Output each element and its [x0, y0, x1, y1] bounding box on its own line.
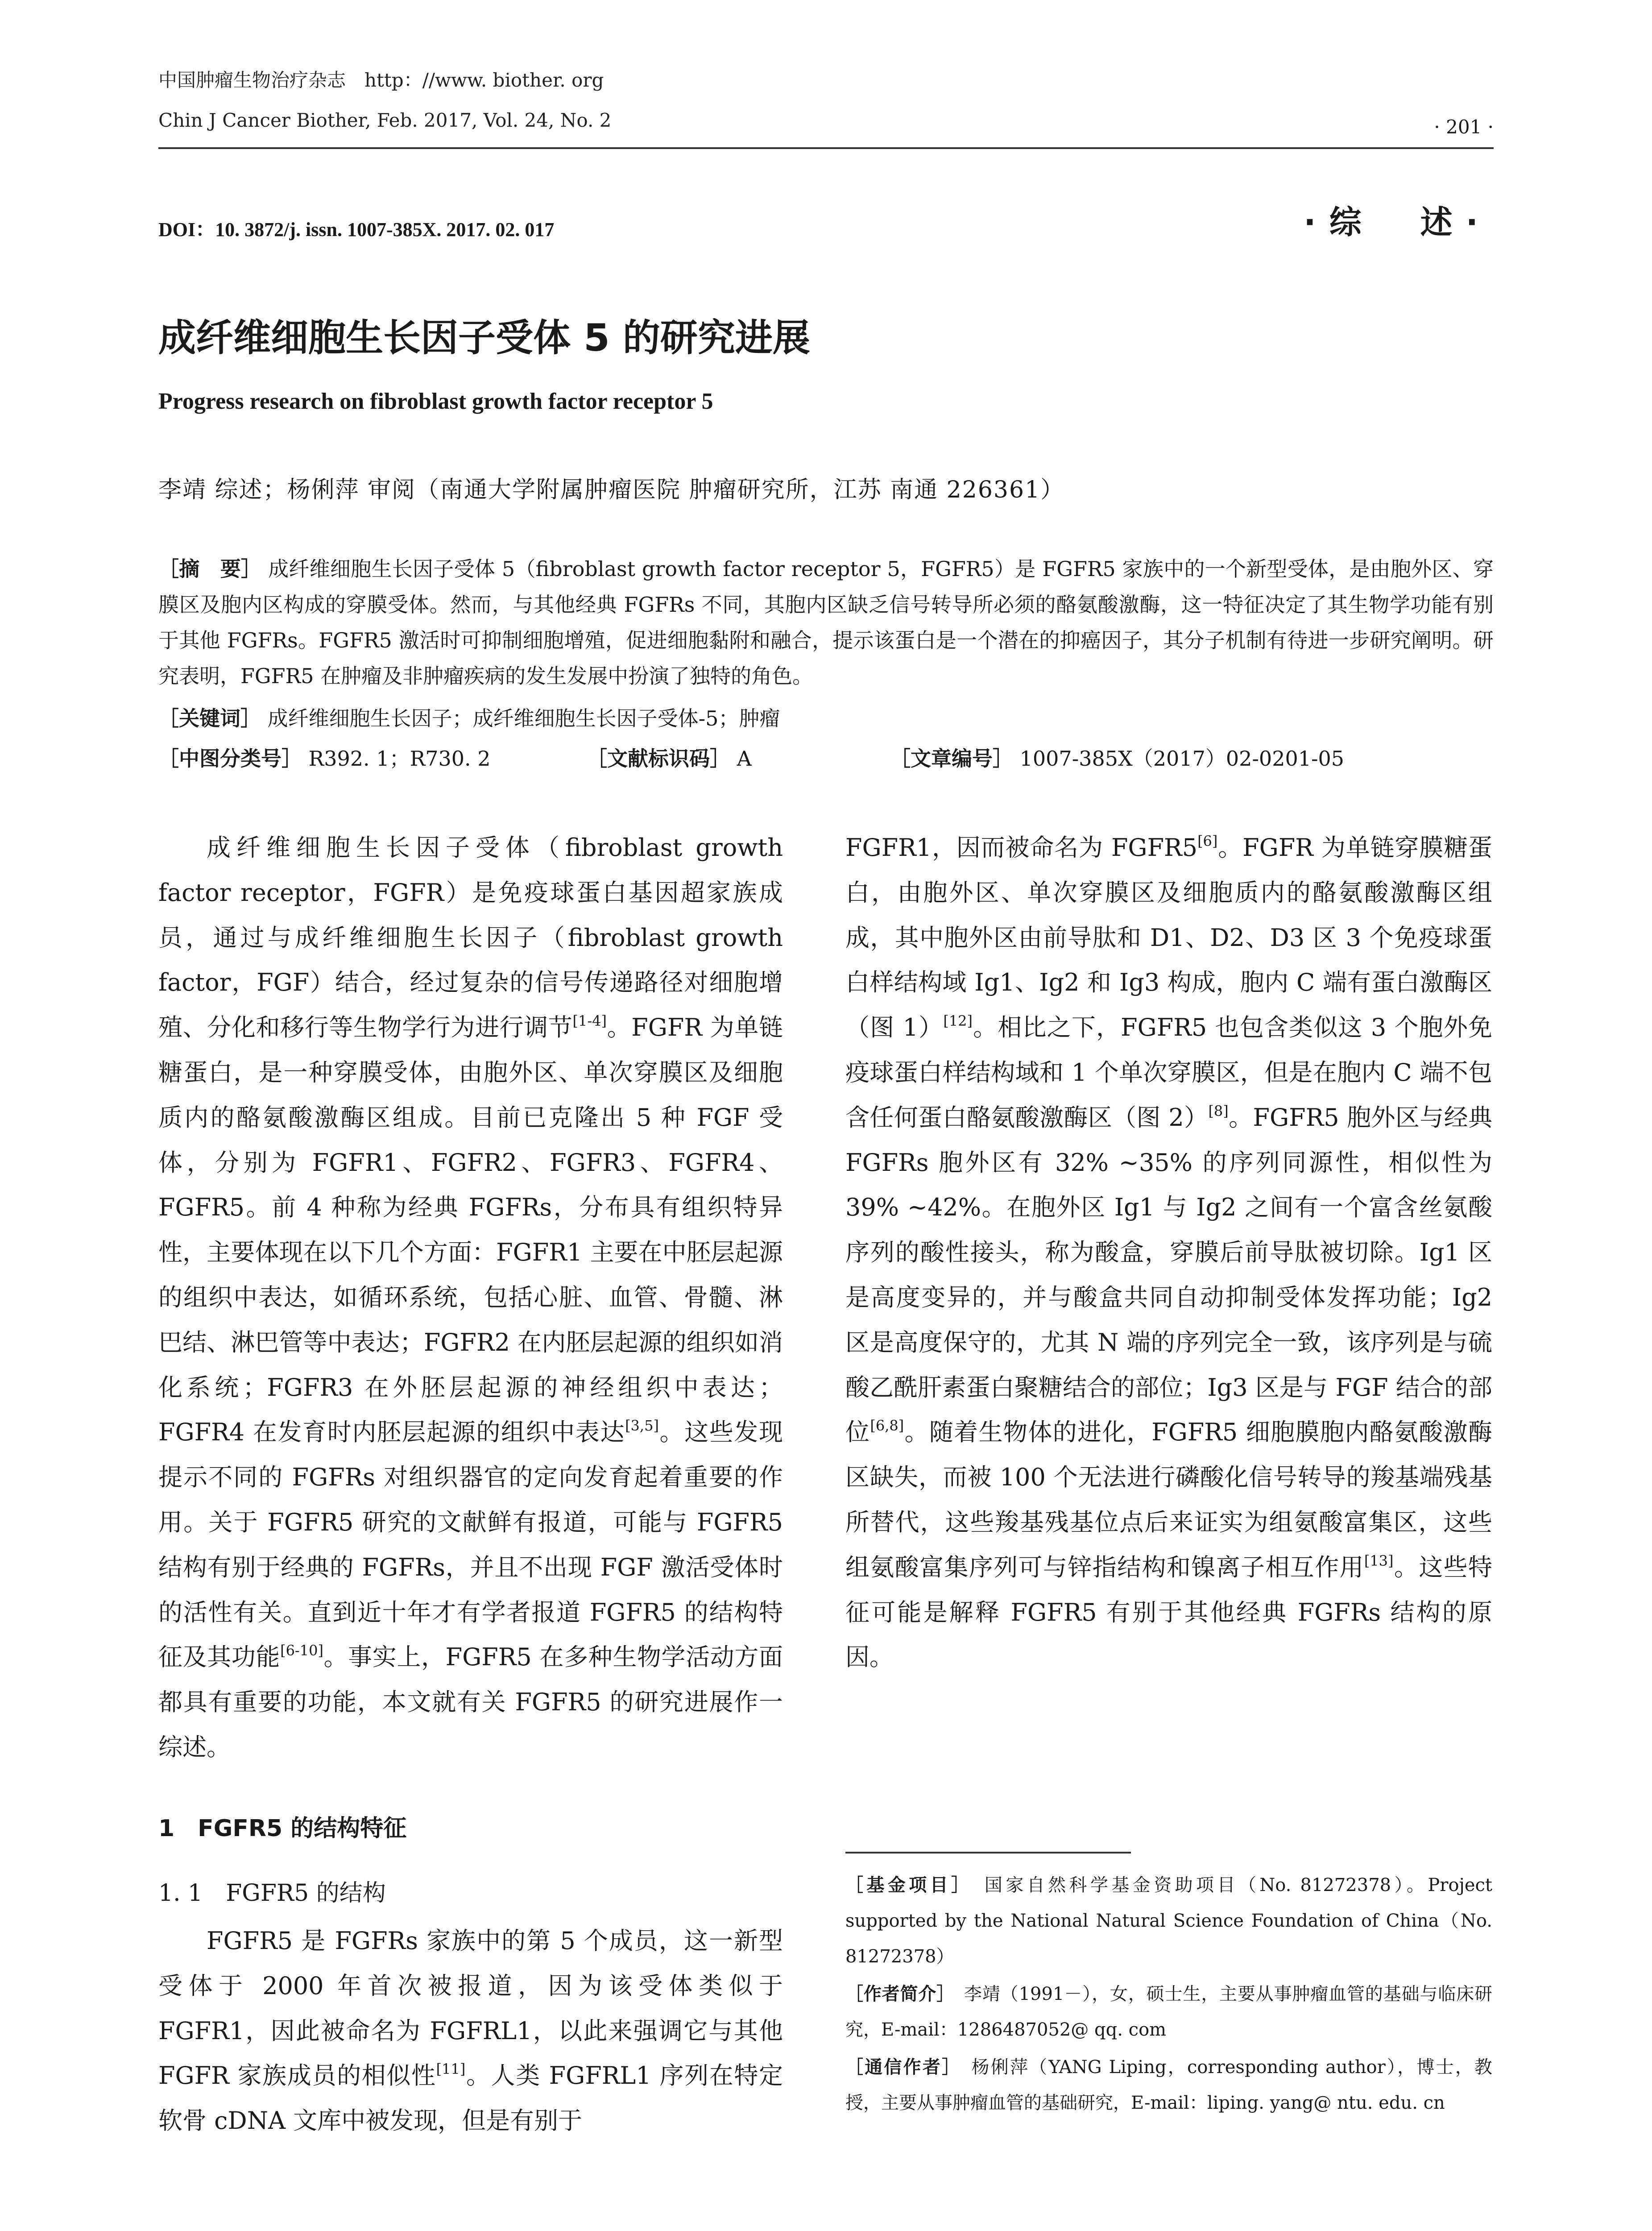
text-span: 。FGFR 为单链糖蛋白，是一种穿膜受体，由胞外区、单次穿膜区及细胞质内的酪氨酸激酶区组成。目前已克隆出 5 种 FGF 受体，分别为 FGFR1、FGFR2、FGFR3、FGFR4、FGFR5。前 4 种称为经典 FGFRs，分布具有组织特异性，主要体现在以下几个方面：FGFR1 主要在中胚层起源的组织中表达，如循环系统，包括心脏、血管、骨髓、淋巴结、淋巴管等中表达；FGFR2 在内胚层起源的组织如消化系统；FGFR3 在外胚层起源的神经组织中表达；FGFR4 在发育时内胚层起源的组织中表达	[158, 1013, 783, 1447]
text-span: 。事实上，FGFR5 在多种生物学活动方面都具有重要的功能，本文就有关 FGFR5 的研究进展作一综述。	[158, 1643, 783, 1761]
footnote-fund-text: 国家自然科学基金资助项目（No. 81272378）。Project supported by the National Natural Science Foundation of China（No. 81272378）	[845, 1875, 1493, 1967]
doi: DOI：10. 3872/j. issn. 1007-385X. 2017. 02. 017	[158, 219, 555, 241]
text-span: 。随着生物体的进化，FGFR5 细胞膜胞内酪氨酸激酶区缺失，而被 100 个无法进行磷酸化信号转导的羧基端残基所替代，这些羧基残基位点后来证实为组氨酸富集区，这些组氨酸富集序列可与锌指结构和镍离子相互作用	[845, 1418, 1492, 1581]
section-tag: ·综 述·	[1304, 203, 1491, 241]
footnote-fund-label: ［基金项目］	[845, 1875, 964, 1895]
article-title-cn: 成纤维细胞生长因子受体 5 的研究进展	[158, 316, 810, 360]
article-number-value: 1007-385X（2017）02-0201-05	[1019, 746, 1345, 771]
clc-value: R392. 1；R730. 2	[308, 746, 491, 771]
footnote-correspondence	[845, 2049, 1492, 2121]
footnote-rule	[845, 1852, 1131, 1854]
footnote-author-label: ［作者简介］	[845, 1984, 946, 2004]
text-span: 成纤维细胞生长因子受体（fibroblast growth factor receptor，FGFR）是免疫球蛋白基因超家族成员，通过与成纤维细胞生长因子（fibroblast growth factor，FGF）结合，经过复杂的信号传递路径对细胞增殖、分化和移行等生物学行为进行调节	[158, 834, 783, 1042]
article-number-item	[890, 741, 1344, 776]
citation: [3,5]	[625, 1417, 659, 1435]
citation: [11]	[436, 2061, 466, 2078]
text-span: FGFR5 是 FGFRs 家族中的第 5 个成员，这一新型受体于 2000 年首次被报道，因为该受体类似于 FGFR1，因此被命名为 FGFRL1，以此来强调它与其他 FGFR 家族成员的相似性	[158, 1927, 783, 2090]
footnote-author-text: 李靖（1991－），女，硕士生，主要从事肿瘤血管的基础与临床研究，E-mail：1286487052@ qq. com	[845, 1984, 1493, 2040]
structure-paragraph	[158, 1919, 783, 2144]
text-span: 。人类 FGFRL1 序列在特定软骨 cDNA 文库中被发现，但是有别于	[158, 2061, 783, 2135]
keywords	[158, 701, 1494, 736]
section-heading-1: 1 FGFR5 的结构特征	[158, 1815, 407, 1842]
text-span: 。这些发现提示不同的 FGFRs 对组织器官的定向发育起着重要的作用。关于 FGFR5 研究的文献鲜有报道，可能与 FGFR5 结构有别于经典的 FGFRs，并且不出现 FGF 激活受体时的活性有关。直到近十年才有学者报道 FGFR5 的结构特征及其功能	[158, 1418, 783, 1671]
citation: [6,8]	[870, 1417, 904, 1435]
journal-header-en: Chin J Cancer Biother, Feb. 2017, Vol. 24, No. 2	[158, 109, 612, 131]
body-column-left-continued	[158, 1919, 783, 2144]
page-number: · 201 ·	[1434, 116, 1494, 138]
citation: [1-4]	[572, 1012, 607, 1030]
header-rule	[158, 147, 1494, 149]
body-column-right	[845, 825, 1492, 1680]
structure-paragraph-continued	[845, 825, 1492, 1680]
footnote-fund	[845, 1867, 1492, 1974]
footnote-correspondence-label: ［通信作者］	[845, 2057, 952, 2078]
abstract	[158, 551, 1494, 694]
footnotes	[845, 1867, 1492, 2123]
doc-code-label: ［文献标识码］	[587, 746, 730, 771]
doc-code-item	[587, 741, 752, 776]
intro-paragraph	[158, 825, 783, 1770]
doc-code-value: A	[737, 746, 752, 771]
text-span: 。FGFR 为单链穿膜糖蛋白，由胞外区、单次穿膜区及细胞质内的酪氨酸激酶区组成，其中胞外区由前导肽和 D1、D2、D3 区 3 个免疫球蛋白样结构域 Ig1、Ig2 和 Ig3 构成，胞内 C 端有蛋白激酶区（图 1）	[845, 834, 1492, 1042]
citation: [12]	[943, 1012, 973, 1030]
citation: [6-10]	[280, 1642, 323, 1659]
text-span: 。相比之下，FGFR5 也包含类似这 3 个胞外免疫球蛋白样结构域和 1 个单次穿膜区，但是在胞内 C 端不包含任何蛋白酪氨酸激酶区（图 2）	[845, 1013, 1492, 1132]
clc-item	[158, 741, 491, 776]
citation: [6]	[1197, 833, 1218, 850]
subsection-heading-1-1: 1. 1 FGFR5 的结构	[158, 1880, 386, 1907]
footnote-correspondence-text: 杨俐萍（YANG Liping，corresponding author），博士，教授，主要从事肿瘤血管的基础研究，E-mail：liping. yang@ ntu. edu. cn	[845, 2057, 1493, 2113]
text-span: FGFR1，因而被命名为 FGFR5	[845, 834, 1198, 862]
keywords-label: ［关键词］	[158, 706, 261, 730]
abstract-text: 成纤维细胞生长因子受体 5（fibroblast growth factor receptor 5，FGFR5）是 FGFR5 家族中的一个新型受体，是由胞外区、穿膜区及胞内区构成的穿膜受体。然而，与其他经典 FGFRs 不同，其胞内区缺乏信号转导所必须的酪氨酸激酶，这一特征决定了其生物学功能有别于其他 FGFRs。FGFR5 激活时可抑制细胞增殖，促进细胞黏附和融合，提示该蛋白是一个潜在的抑癌因子，其分子机制有待进一步研究阐明。研究表明，FGFR5 在肿瘤及非肿瘤疾病的发生发展中扮演了独特的角色。	[158, 557, 1494, 688]
keywords-text: 成纤维细胞生长因子；成纤维细胞生长因子受体-5；肿瘤	[267, 706, 780, 730]
clc-label: ［中图分类号］	[158, 746, 302, 771]
text-span: 。FGFR5 胞外区与经典 FGFRs 胞外区有 32% ~35% 的序列同源性，相似性为 39% ~42%。在胞外区 Ig1 与 Ig2 之间有一个富含丝氨酸序列的酸性接头，称为酸盒，穿膜后前导肽被切除。Ig1 区是高度变异的，并与酸盒共同自动抑制受体发挥功能；Ig2 区是高度保守的，尤其 N 端的序列完全一致，该序列是与硫酸乙酰肝素蛋白聚糖结合的部位；Ig3 区是与 FGF 结合的部位	[845, 1103, 1492, 1447]
citation: [8]	[1208, 1102, 1229, 1120]
abstract-label: ［摘 要］	[158, 557, 262, 581]
author-line: 李靖 综述；杨俐萍 审阅（南通大学附属肿瘤医院 肿瘤研究所，江苏 南通 226361）	[158, 477, 1065, 503]
journal-header-cn: 中国肿瘤生物治疗杂志 http：//www. biother. org	[158, 69, 604, 91]
article-title-en: Progress research on fibroblast growth factor receptor 5	[158, 389, 713, 414]
footnote-author	[845, 1976, 1492, 2048]
citation: [13]	[1364, 1552, 1394, 1569]
text-span: 。这些特征可能是解释 FGFR5 有别于其他经典 FGFRs 结构的原因。	[845, 1553, 1493, 1671]
body-column-left	[158, 825, 783, 1770]
article-number-label: ［文章编号］	[890, 746, 1013, 771]
